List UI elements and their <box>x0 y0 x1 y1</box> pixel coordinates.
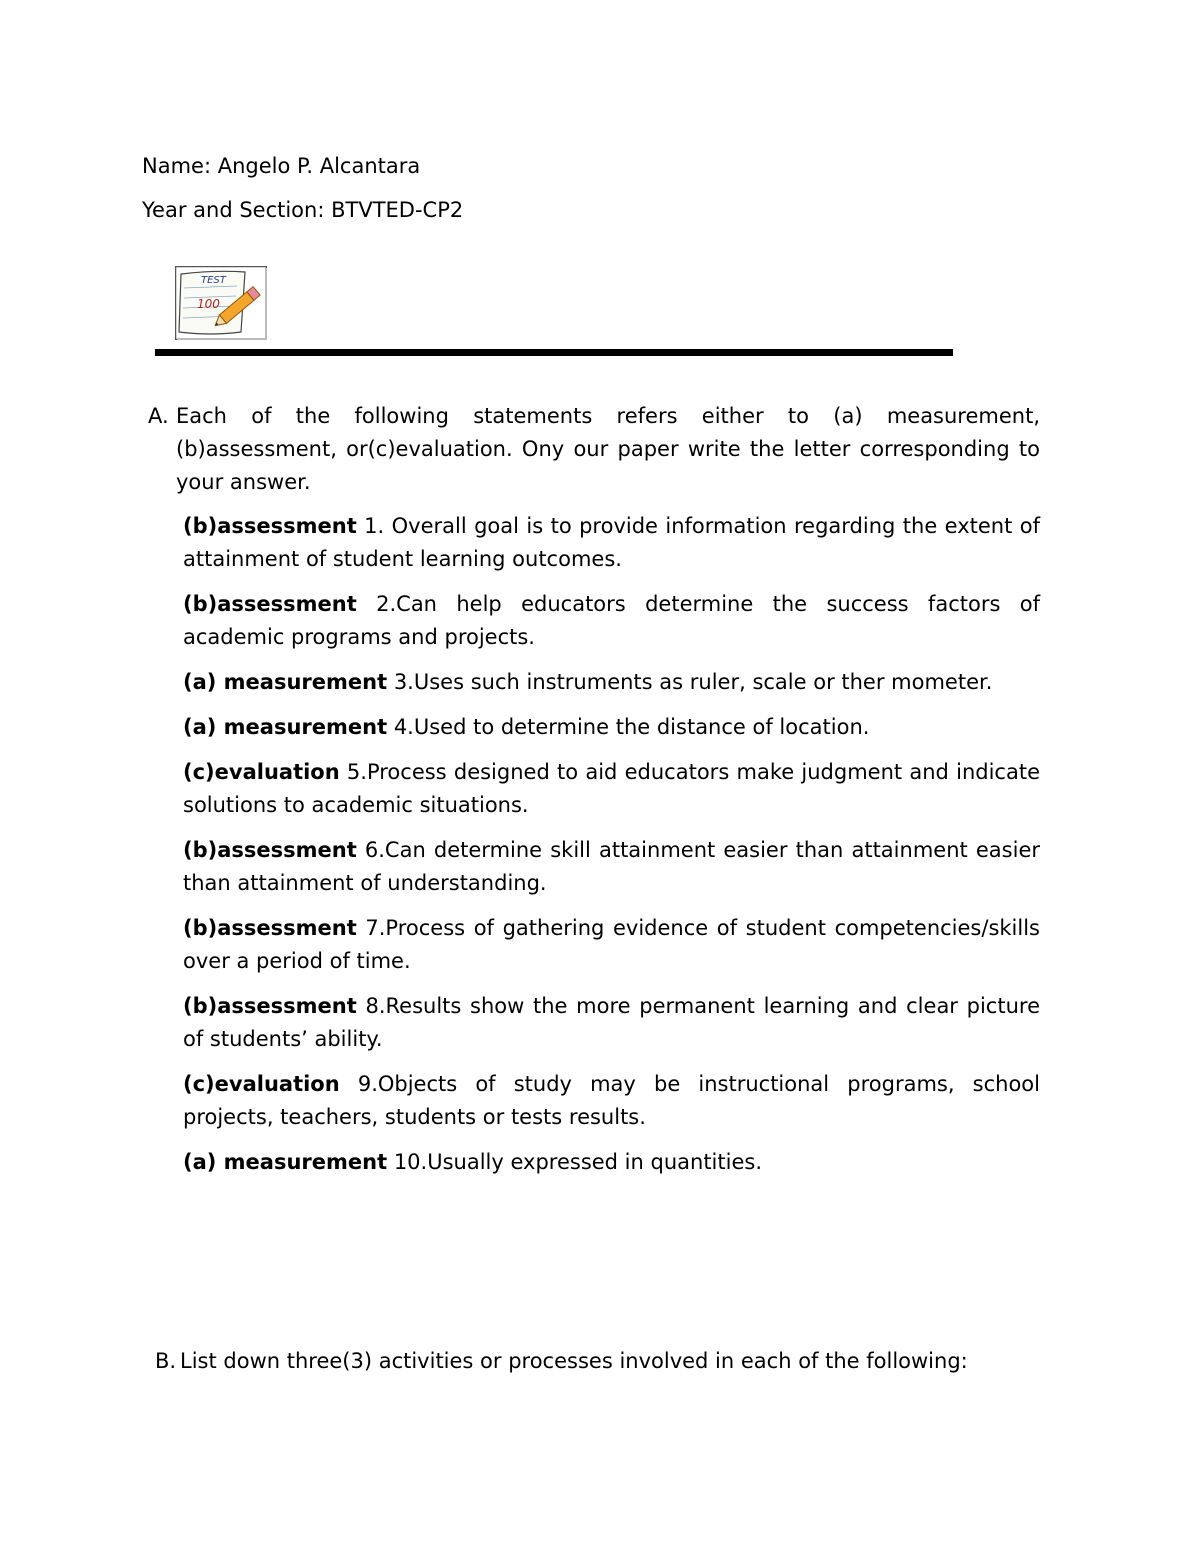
answer-label: (c)evaluation <box>183 1072 340 1096</box>
answer-label: (b)assessment <box>183 994 357 1018</box>
statement-text: 7.Process of gathering evidence of student competencies/skills over a period of time. <box>183 916 1040 973</box>
student-name: Name: Angelo P. Alcantara <box>142 154 421 178</box>
answer-list <box>183 510 1040 1191</box>
answer-label: (a) measurement <box>183 670 388 694</box>
answer-item <box>183 666 1040 699</box>
answer-item <box>183 990 1040 1056</box>
answer-item <box>183 1146 1040 1179</box>
answer-label: (b)assessment <box>183 514 357 538</box>
answer-item <box>183 510 1040 576</box>
answer-label: (a) measurement <box>183 715 388 739</box>
answer-item <box>183 756 1040 822</box>
statement-text: 8.Results show the more permanent learning and clear picture of students’ ability. <box>183 994 1040 1051</box>
logo-test-text: TEST <box>201 275 226 286</box>
test-paper-pencil-icon <box>175 266 267 340</box>
answer-label: (b)assessment <box>183 916 357 940</box>
logo-score-text: 100 <box>197 297 220 311</box>
statement-text: 3.Uses such instruments as ruler, scale or ther mometer. <box>387 670 993 694</box>
statement-text: 2.Can help educators determine the success factors of academic programs and projects. <box>183 592 1040 649</box>
answer-item <box>183 588 1040 654</box>
question-b-instructions: List down three(3) activities or processes involved in each of the following: <box>180 1349 968 1373</box>
answer-item <box>183 1068 1040 1134</box>
question-b-letter: B. <box>155 1349 177 1373</box>
question-a <box>148 400 1040 499</box>
horizontal-divider <box>155 349 953 356</box>
statement-text: 9.Objects of study may be instructional programs, school projects, teachers, students or tests results. <box>183 1072 1040 1129</box>
question-a-letter: A. <box>148 404 169 428</box>
answer-label: (b)assessment <box>183 838 357 862</box>
statement-text: 1. Overall goal is to provide information regarding the extent of attainment of student learning outcomes. <box>183 514 1040 571</box>
year-and-section: Year and Section: BTVTED-CP2 <box>142 198 464 222</box>
answer-item <box>183 834 1040 900</box>
answer-item <box>183 711 1040 744</box>
statement-text: 10.Usually expressed in quantities. <box>387 1150 762 1174</box>
question-b <box>155 1345 1057 1378</box>
statement-text: 6.Can determine skill attainment easier than attainment easier than attainment of understanding. <box>183 838 1040 895</box>
answer-label: (a) measurement <box>183 1150 388 1174</box>
answer-label: (b)assessment <box>183 592 357 616</box>
question-a-instructions: Each of the following statements refers either to (a) measurement, (b)assessment, or(c)evaluation. Ony our paper write the letter corresponding to your answer. <box>176 404 1040 494</box>
answer-label: (c)evaluation <box>183 760 340 784</box>
statement-text: 4.Used to determine the distance of location. <box>387 715 870 739</box>
answer-item <box>183 912 1040 978</box>
statement-text: 5.Process designed to aid educators make judgment and indicate solutions to academic situations. <box>183 760 1040 817</box>
